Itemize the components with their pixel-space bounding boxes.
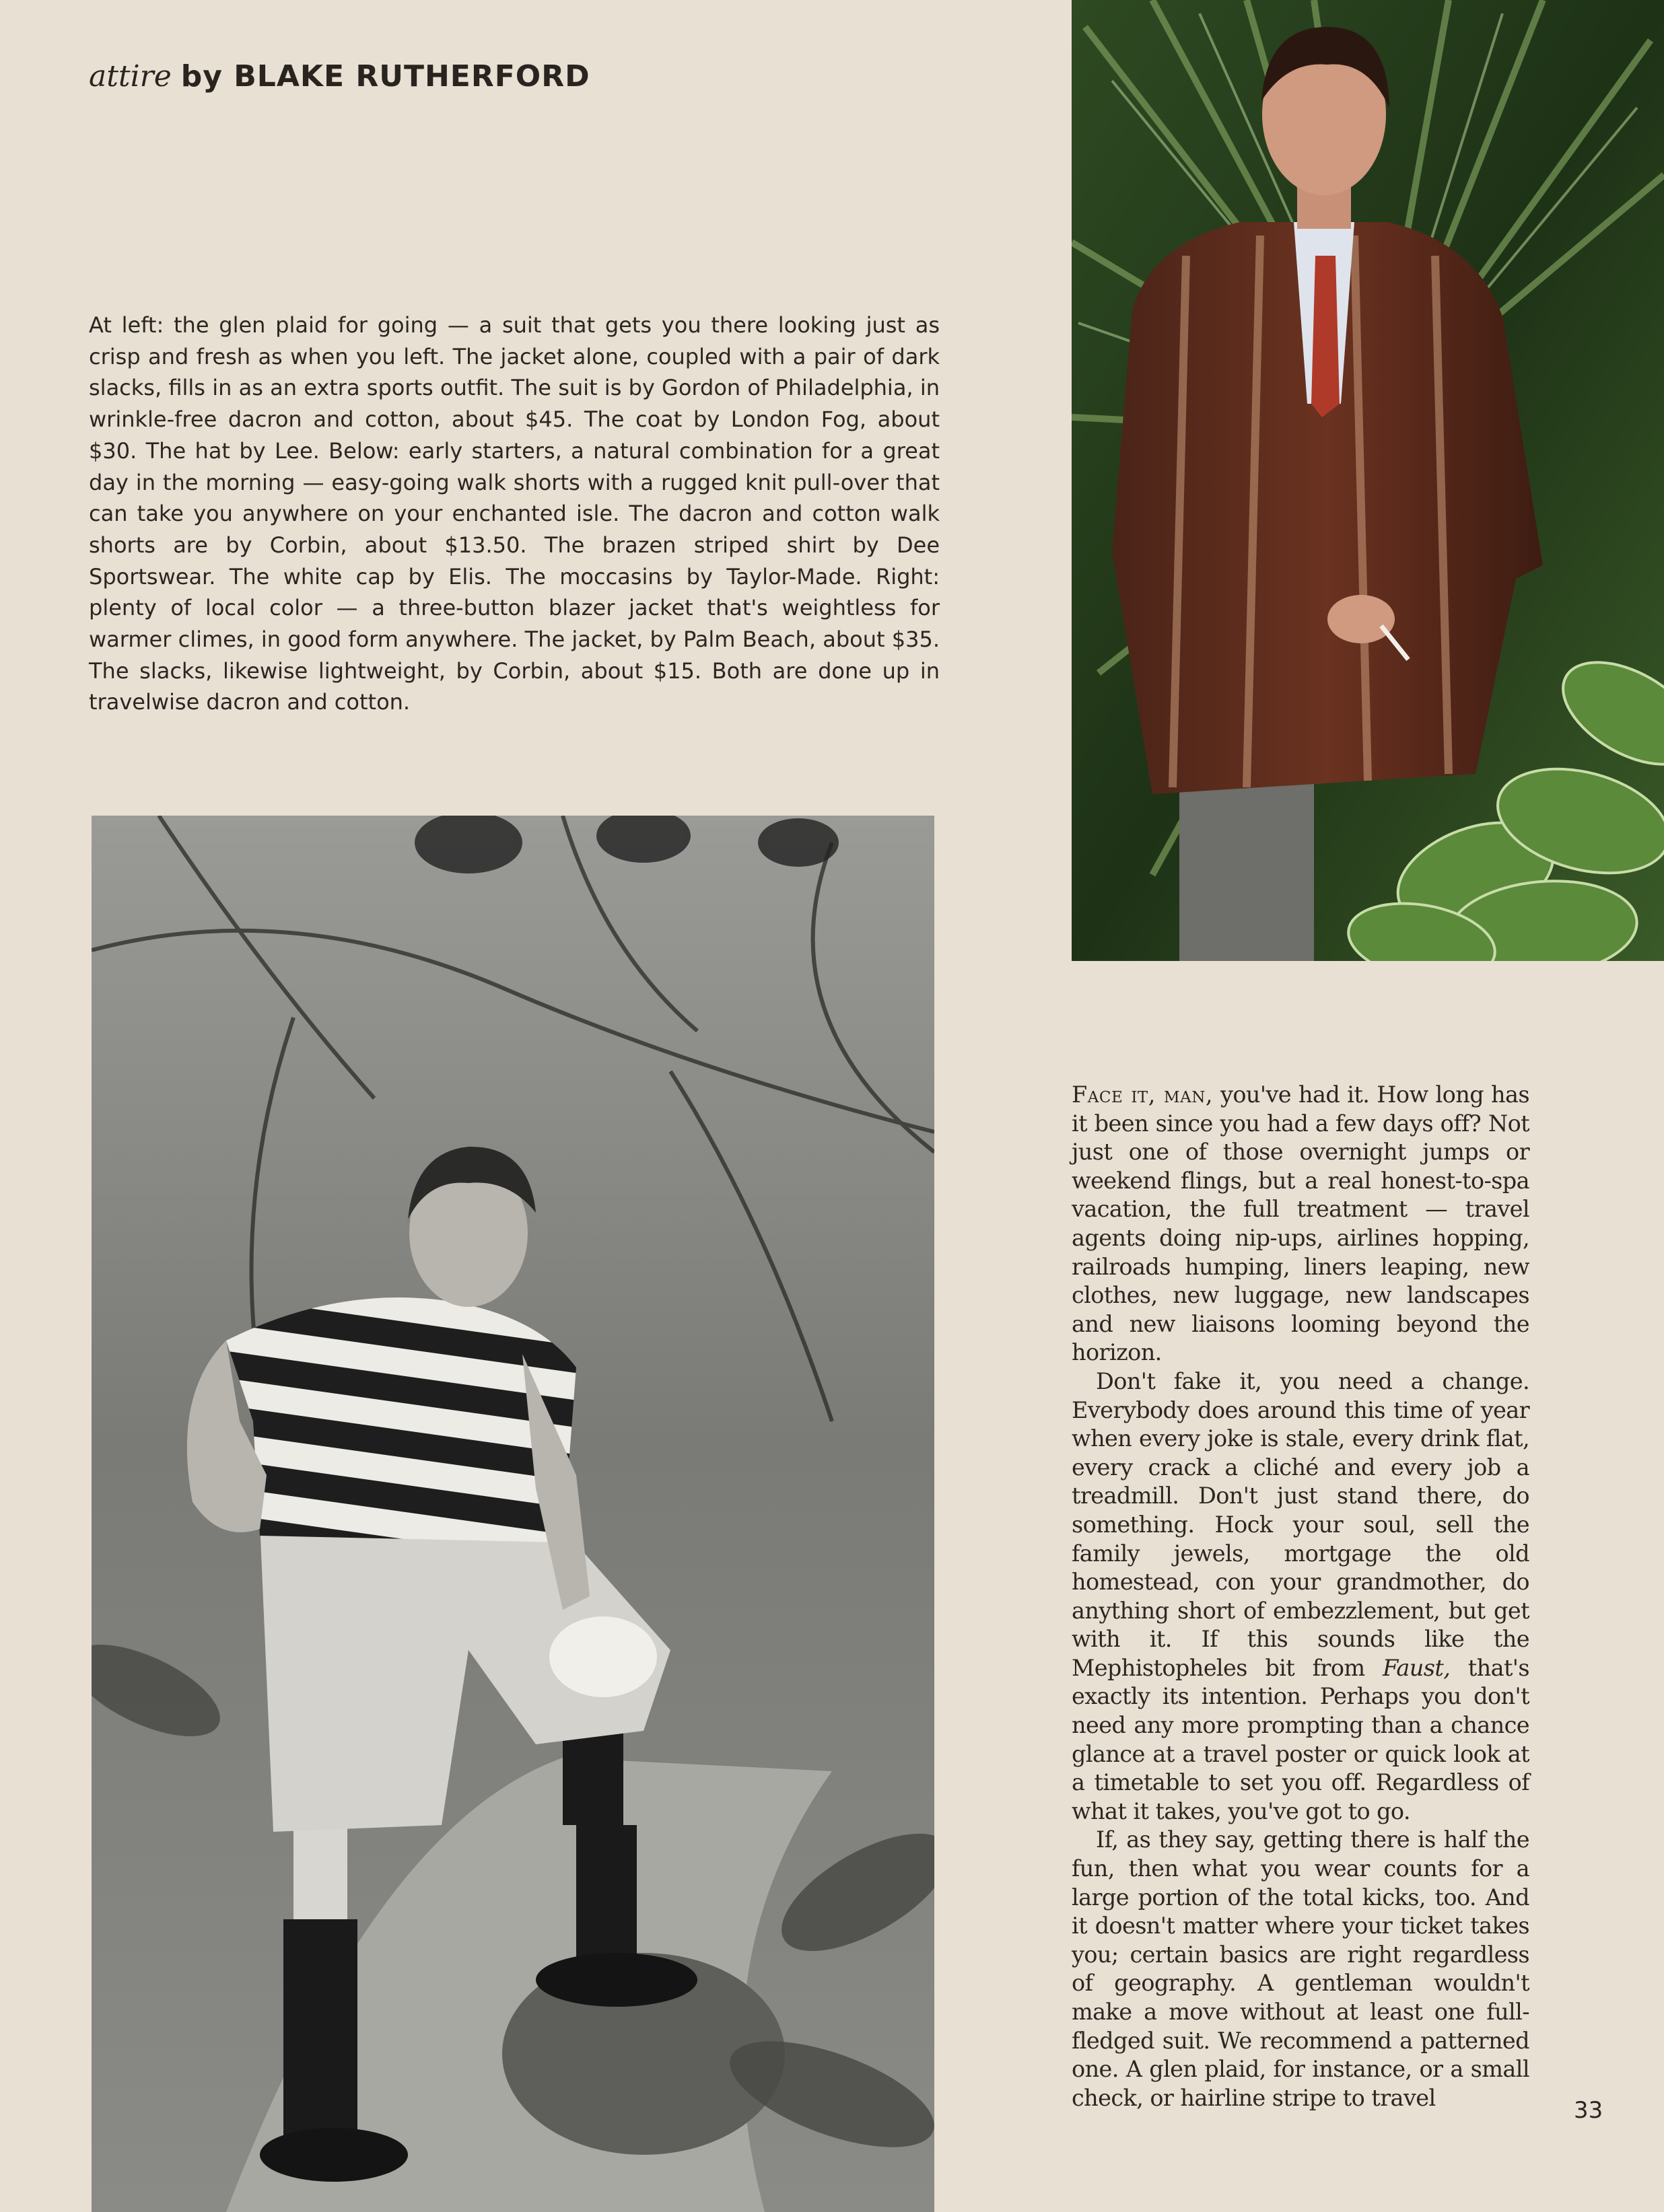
article-lead-in: Face it, man, — [1072, 1081, 1213, 1108]
photo-caption: At left: the glen plaid for going — a suit that gets you there looking just as crisp and fresh as when you left. The jacket alone, coupled with a pair of dark slacks, fills in as an extra sports outfit. The suit is by Gordon of Philadelphia, in wrinkle-free dacron and cotton, about $45. The coat by London Fog, about $30. The hat by Lee. Below: early starters, a natural combination for a great day in the morning — easy-going walk shorts with a rugged knit pull-over that can take you anywhere on your enchanted isle. The dacron and cotton walk shorts are by Corbin, about $13.50. The brazen striped shirt by Dee Sportswear. The white cap by Elis. The moccasins by Taylor-Made. Right: plenty of local color — a three-button blazer jacket that's weightless for warmer climes, in good form anywhere. The jacket, by Palm Beach, about $35. The slacks, likewise lightweight, by Corbin, about $15. Both are done up in travelwise dacron and cotton. — [89, 312, 940, 715]
article-paragraph-3: If, as they say, getting there is half the fun, then what you wear counts for a large portion of the total kicks, too. And it doesn't matter where your ticket takes you; certain basics are right regardless of geography. A gentleman wouldn't make a move without at least one full-fledged suit. We recommend a patterned one. A glen plaid, for instance, or a small check, or hairline stripe to travel — [1072, 1826, 1529, 2111]
article-paragraph-2-text-b: that's exactly its intention. Perhaps you don't need any more prompting than a chance glance at a travel poster or quick look at a timetable to set you off. Regardless of what it takes, you've got to go. — [1072, 1654, 1530, 1824]
article-paragraph-2 — [1072, 1367, 1529, 1826]
walk-shorts-photo — [92, 816, 934, 2212]
article-paragraph-2-text-a: Don't fake it, you need a change. Everybody does around this time of year when every joke is stale, every drink flat, every crack a cliché and every job a treadmill. Don't just stand there, do something. Hock your soul, sell the family jewels, mortgage the old homestead, con your grandmother, do anything short of embezzlement, but get with it. If this sounds like the Mephistopheles bit from — [1072, 1367, 1529, 1681]
article-header — [89, 59, 590, 94]
page-number: 33 — [1574, 2097, 1603, 2124]
section-kicker: attire — [89, 59, 172, 94]
article-body — [1072, 1081, 1529, 2112]
faust-title: Faust, — [1383, 1654, 1451, 1681]
blazer-photo — [1072, 0, 1664, 961]
article-paragraph-1-text: you've had it. How long has it been since you had a few days off? Not just one of those overnight jumps or weekend flings, but a real honest-to-spa vacation, the full treatment — travel agents doing nip-ups, airlines hopping, railroads humping, liners leaping, new clothes, new luggage, new landscapes and new liaisons looming beyond the horizon. — [1072, 1081, 1529, 1366]
author-byline: by BLAKE RUTHERFORD — [180, 59, 590, 94]
article-paragraph-1 — [1072, 1081, 1529, 1367]
